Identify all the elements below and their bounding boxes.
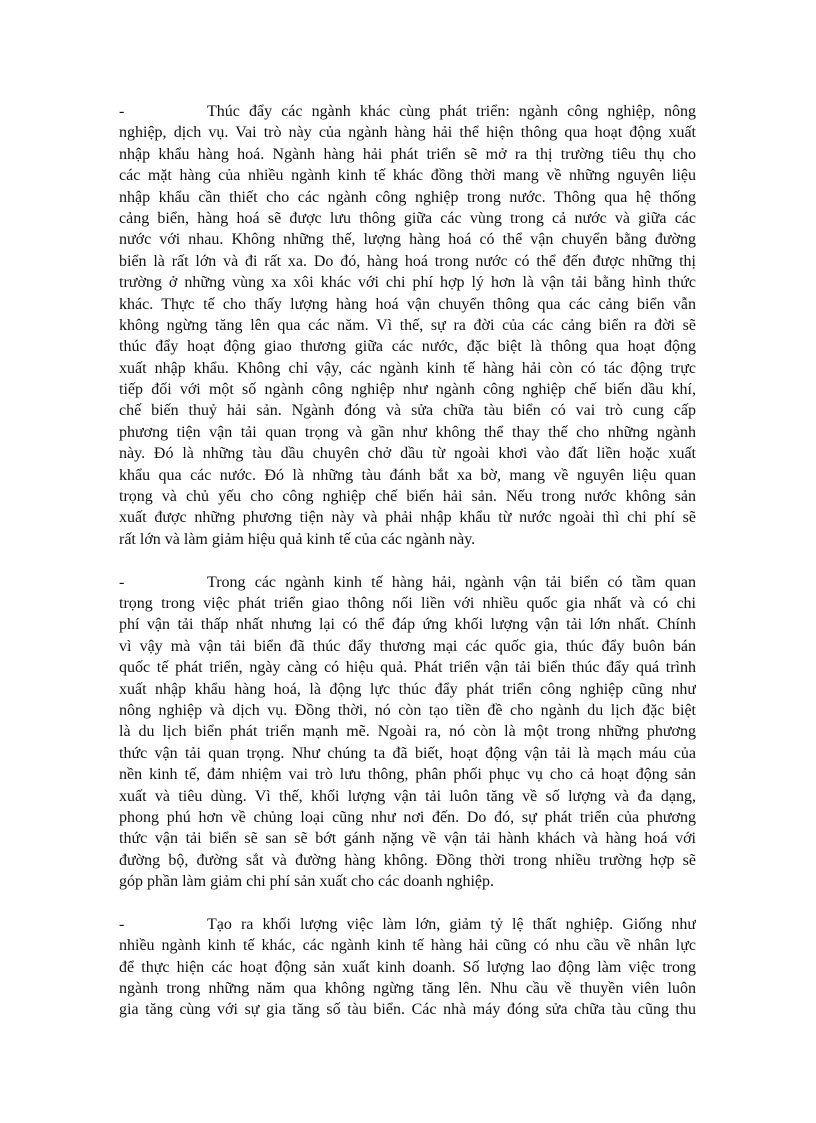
text-line: xuất nhập khẩu. Không chỉ vậy, các ngành kinh tế hàng hải còn có tác động trực: [119, 359, 696, 377]
text-line: phương tiện vận tải quan trọng và gần như không thể thay thế cho những ngành: [119, 423, 696, 441]
text-line: đường bộ, đường sắt và đường hàng không. Đồng thời trong nhiều trường hợp sẽ: [119, 851, 696, 869]
text-line: nghiệp, dịch vụ. Vai trò này của ngành hàng hải thể hiện thông qua hoạt động xuất: [119, 124, 696, 142]
text-line: thúc đẩy hoạt động giao thương giữa các nước, đặc biệt là thông qua hoạt động: [119, 338, 696, 356]
text-line: trường ở những vùng xa xôi khác với chi phí hợp lý hơn là vận tải bằng hình thức: [119, 274, 696, 292]
text-line: nhiều ngành kinh tế khác, các ngành kinh tế hàng hải cũng có nhu cầu về nhân lực: [119, 937, 696, 955]
paragraph-first-line: [119, 572, 696, 593]
text-line: trọng và chủ yếu cho công nghiệp chế biến hải sản. Nếu trong nước không sản: [119, 488, 696, 506]
text-line: tiếp đối với một số ngành công nghiệp như ngành công nghiệp chế biến dầu khí,: [119, 381, 696, 399]
text-line: cảng biển, hàng hoá sẽ được lưu thông giữa các vùng trong cả nước và giữa các: [119, 209, 696, 227]
text-line-last: rất lớn và làm giảm hiệu quả kinh tế của các ngành này.: [119, 530, 476, 548]
paragraph-2: [119, 572, 696, 893]
paragraph-1: [119, 101, 696, 550]
text-line: khác. Thực tế cho thấy lượng hàng hoá vận chuyển thông qua các cảng biển vẫn: [119, 295, 696, 313]
text-line: gia tăng cùng với sự gia tăng số tàu biển. Các nhà máy đóng sửa chữa tàu cũng thu: [119, 1001, 696, 1019]
text-line: xuất được những phương tiện này và phải nhập khẩu từ nước ngoài thì chi phí sẽ: [119, 509, 696, 527]
text-line: nhập khẩu cần thiết cho các ngành công nghiệp trong nước. Thông qua hệ thống: [119, 188, 696, 206]
text-line: nước với nhau. Không những thế, lượng hàng hoá có thể vận chuyển bằng đường: [119, 231, 696, 249]
bullet-dash: -: [119, 103, 125, 120]
text-line: phong phú hơn về chủng loại cũng như nơi đến. Do đó, sự phát triển của phương: [119, 808, 696, 826]
text-line: là du lịch biển phát triển mạnh mẽ. Ngoài ra, nó còn là một trong những phương: [119, 723, 696, 741]
text-line: này. Đó là những tàu dầu chuyên chở dầu từ ngoài khơi vào đất liền hoặc xuất: [119, 445, 696, 463]
text-line: ngành trong những năm qua không ngừng tăng lên. Nhu cầu về thuyền viên luôn: [119, 980, 696, 998]
text-line: vì vậy mà vận tải biển đã thúc đẩy thương mại các quốc gia, thúc đẩy buôn bán: [119, 637, 696, 655]
text-line: không ngừng tăng lên qua các năm. Vì thế, sự ra đời của các cảng biển ra đời sẽ: [119, 316, 696, 334]
text-line: biển là rất lớn và đi rất xa. Do đó, hàng hoá trong nước có thể đến được những thị: [119, 252, 696, 270]
bullet-dash: -: [119, 915, 125, 933]
text-line: các mặt hàng của nhiều ngành kinh tế khác đồng thời mang về những nguyên liệu: [119, 167, 696, 185]
text-line: xuất và tiêu dùng. Vì thế, khối lượng vận tải luôn tăng về số lượng và đa dạng,: [119, 787, 696, 805]
paragraph-3: [119, 914, 696, 1021]
text-line: xuất nhập khẩu hàng hoá, là động lực thúc đẩy phát triển công nghiệp cũng như: [119, 680, 696, 698]
paragraph-first-line-text: Tạo ra khối lượng việc làm lớn, giảm tỷ lệ thất nghiệp. Giống như: [207, 915, 696, 933]
paragraph-first-line: [119, 914, 696, 935]
text-line: nông nghiệp và dịch vụ. Đồng thời, nó còn tạo tiền đề cho ngành du lịch đặc biệt: [119, 701, 696, 719]
paragraph-first-line-text: Trong các ngành kinh tế hàng hải, ngành vận tải biển có tầm quan: [207, 573, 696, 591]
text-line: quốc tế phát triển, ngày càng có hiệu quả. Phát triển vận tải biển thúc đẩy quá trình: [119, 659, 696, 677]
text-line: khẩu qua các nước. Đó là những tàu đánh bắt xa bờ, mang về nguyên liệu quan: [119, 466, 696, 484]
text-line-last: góp phần làm giảm chi phí sản xuất cho các doanh nghiệp.: [119, 873, 495, 891]
text-line: nhập khẩu hàng hoá. Ngành hàng hải phát triển sẽ mở ra thị trường tiêu thụ cho: [119, 145, 696, 163]
text-line: để thực hiện các hoạt động sản xuất kinh doanh. Số lượng lao động làm việc trong: [119, 958, 696, 976]
text-line: thức vận tải biển sẽ san sẽ bớt gánh nặng về vận tải hành khách và hàng hoá với: [119, 830, 696, 848]
document-body: [119, 101, 696, 1042]
bullet-dash: -: [119, 573, 125, 591]
text-line: phí vận tải thấp nhất nhưng lại có thể đáp ứng khối lượng vận tải lớn nhất. Chính: [119, 616, 696, 634]
text-line: nền kinh tế, đảm nhiệm vai trò lưu thông, phân phối phục vụ cho cả hoạt động sản: [119, 766, 696, 784]
paragraph-first-line-text: Thúc đẩy các ngành khác cùng phát triển: ngành công nghiệp, nông: [207, 103, 696, 120]
text-line: thức vận tải quan trọng. Như chúng ta đã biết, hoạt động vận tải là mạch máu của: [119, 744, 696, 762]
paragraph-first-line: [119, 101, 696, 122]
text-line: chế biến thuỷ hải sản. Ngành đóng và sửa chữa tàu biển có vai trò cung cấp: [119, 402, 696, 420]
text-line: trọng trong việc phát triển giao thông nối liền với nhiều quốc gia nhất và có chi: [119, 594, 696, 612]
